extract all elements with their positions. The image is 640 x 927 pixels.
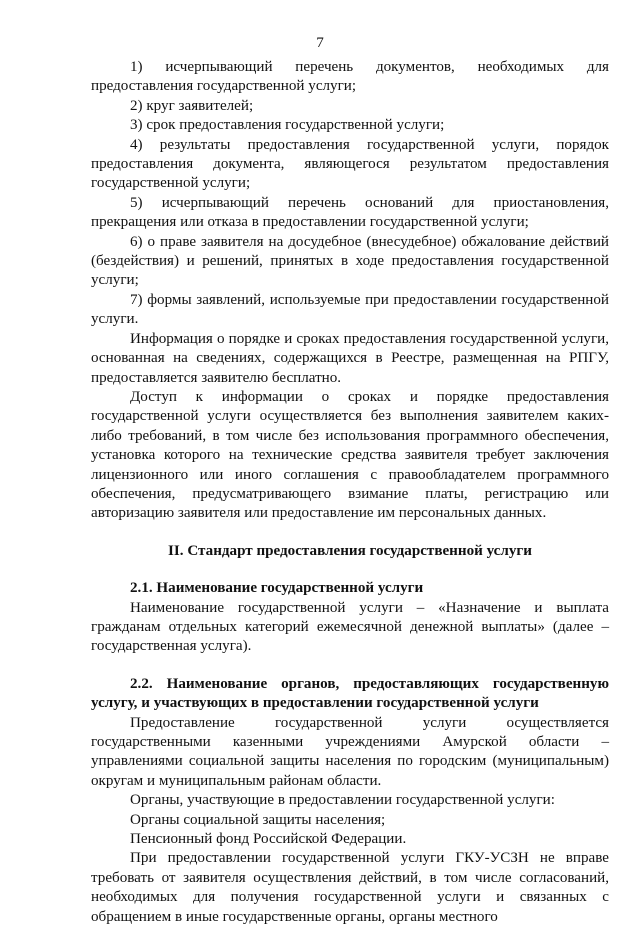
page-number: 7	[316, 35, 324, 51]
subsection-2-2-paragraph-2: Органы, участвующие в предоставлении государственной услуги:	[130, 792, 555, 809]
list-item-3: 3) срок предоставления государственной услуги;	[130, 117, 445, 134]
section-title: II. Стандарт предоставления государственной услуги	[168, 542, 532, 559]
list-item-1: 1) исчерпывающий перечень документов, необходимых для предоставления государственной услуги;	[91, 59, 609, 95]
list-item-6: 6) о праве заявителя на досудебное (внесудебное) обжалование действий (бездействия) и решений, принятых в ходе предоставления государственной услуги;	[91, 233, 609, 289]
subsection-2-2-paragraph-1: Предоставление государственной услуги осуществляется государственными казенными учреждениями Амурской области – управлениями социальной защиты населения по городским (муниципальным) округам и муниципальным районам области.	[91, 714, 609, 789]
subsection-2-2-paragraph-3: Органы социальной защиты населения;	[130, 811, 386, 828]
page-content	[91, 58, 609, 927]
access-paragraph: Доступ к информации о сроках и порядке предоставления государственной услуги осуществляется без выполнения заявителем каких-либо требований, в том числе без использования программного обеспечения, установка которого на технические средства заявителя требует заключения лицензионного или иного соглашения с правообладателем программного обеспечения, предусматривающего взимание платы, регистрацию или авторизацию заявителя или предоставление им персональных данных.	[91, 388, 609, 522]
info-paragraph: Информация о порядке и сроках предоставления государственной услуги, основанная на сведениях, содержащихся в Реестре, размещенная на РПГУ, предоставляется заявителю бесплатно.	[91, 330, 609, 386]
subsection-2-1-title: 2.1. Наименование государственной услуги	[130, 580, 424, 597]
list-item-4: 4) результаты предоставления государственной услуги, порядок предоставления документа, являющегося результатом предоставления государственной услуги;	[91, 136, 609, 192]
subsection-2-2-title: 2.2. Наименование органов, предоставляющих государственную услугу, и участвующих в предоставлении государственной услуги	[91, 675, 609, 712]
subsection-2-2-paragraph-5: При предоставлении государственной услуги ГКУ-УСЗН не вправе требовать от заявителя осуществления действий, в том числе согласований, необходимых для получения государственной услуги и связанных с обращением в иные государственные органы, органы местного	[91, 850, 609, 925]
subsection-2-2-paragraph-4: Пенсионный фонд Российской Федерации.	[130, 831, 407, 848]
list-item-2: 2) круг заявителей;	[130, 97, 254, 114]
subsection-2-1-text: Наименование государственной услуги – «Назначение и выплата гражданам отдельных категорий ежемесячной денежной выплаты» (далее – государственная услуга).	[91, 599, 609, 655]
list-item-7: 7) формы заявлений, используемые при предоставлении государственной услуги.	[91, 291, 609, 328]
list-item-5: 5) исчерпывающий перечень оснований для приостановления, прекращения или отказа в предоставлении государственной услуги;	[91, 194, 609, 231]
